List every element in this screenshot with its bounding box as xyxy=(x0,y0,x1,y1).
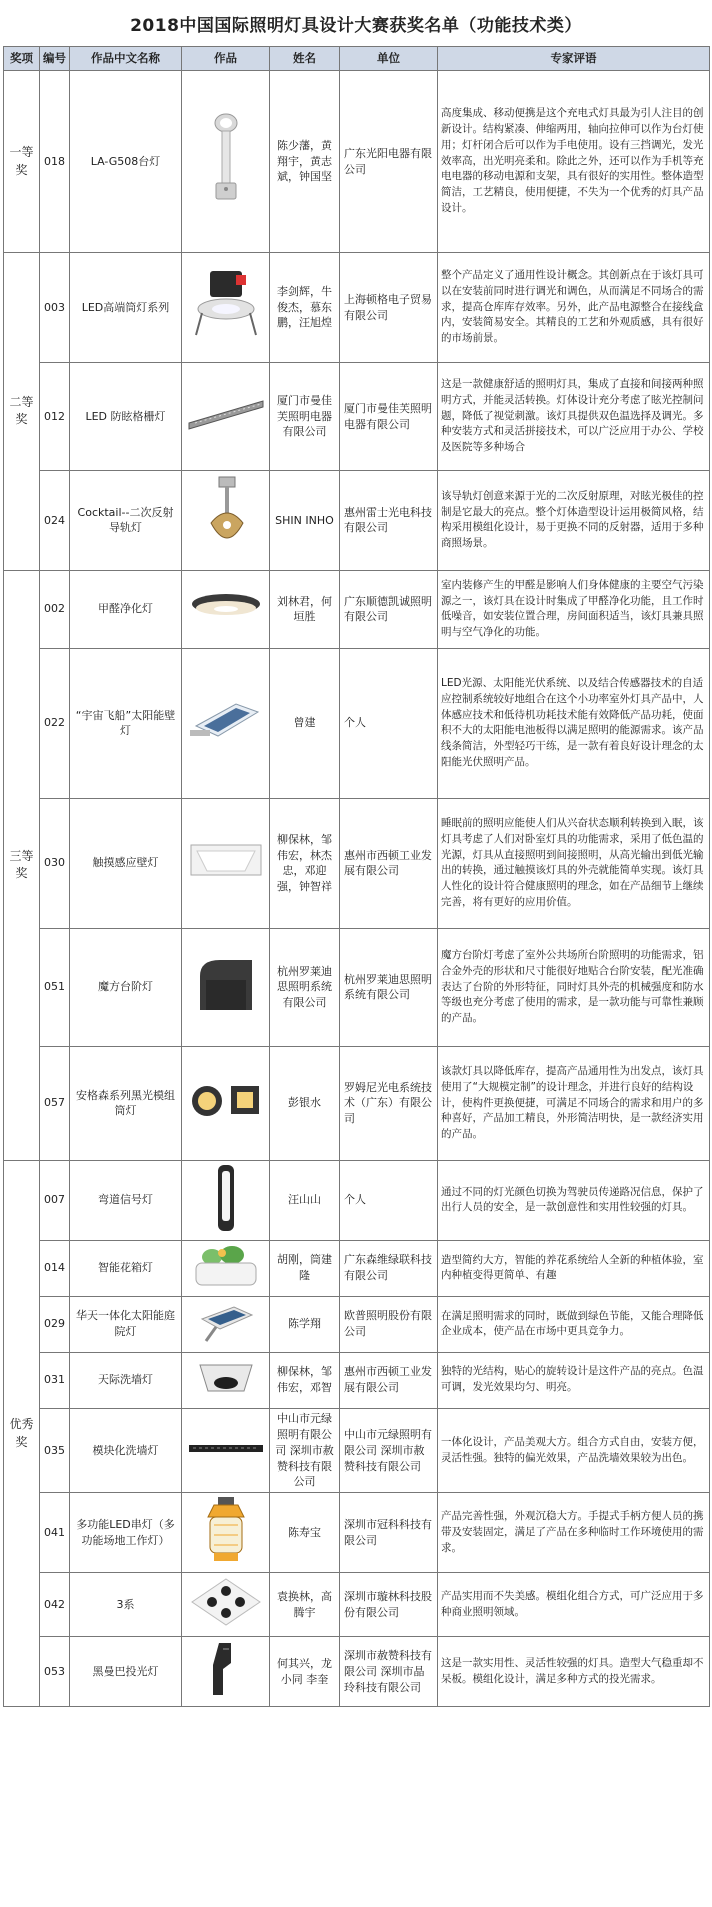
work-image-cell xyxy=(182,253,270,363)
expert-review: 魔方台阶灯考虑了室外公共场所台阶照明的功能需求，铝合金外壳的形状和尺寸能很好地贴合台阶安装，配光准确表达了台阶的外形特征，同时灯具外壳的机械强度和防水等级也充分考虑了使用的需求，是一款功能与可靠性兼顾的产品。 xyxy=(438,928,710,1046)
entry-number: 041 xyxy=(40,1493,70,1573)
designer-name: 曾建 xyxy=(270,648,340,798)
work-name: “宇宙飞船”太阳能壁灯 xyxy=(70,648,182,798)
work-image-cell xyxy=(182,71,270,253)
entry-number: 051 xyxy=(40,928,70,1046)
company-name: 广东顺德凯诚照明有限公司 xyxy=(340,570,438,648)
work-image-cell xyxy=(182,363,270,471)
designer-name: 彭银水 xyxy=(270,1046,340,1160)
work-name: Cocktail--二次反射导轨灯 xyxy=(70,471,182,571)
work-image-cell xyxy=(182,648,270,798)
company-name: 欧普照明股份有限公司 xyxy=(340,1296,438,1352)
entry-number: 002 xyxy=(40,570,70,648)
entry-number: 024 xyxy=(40,471,70,571)
table-row xyxy=(4,1408,710,1493)
company-name: 深圳市璇林科技股份有限公司 xyxy=(340,1573,438,1637)
work-image-cell xyxy=(182,570,270,648)
work-name: 模块化洗墙灯 xyxy=(70,1408,182,1493)
work-name: LED高端筒灯系列 xyxy=(70,253,182,363)
work-image-cell xyxy=(182,1046,270,1160)
module-downlight-icon xyxy=(184,1076,267,1131)
company-name: 个人 xyxy=(340,648,438,798)
table-body xyxy=(4,71,710,1707)
work-image-cell xyxy=(182,1408,270,1493)
work-name: 华天一体化太阳能庭院灯 xyxy=(70,1296,182,1352)
expert-review: 一体化设计，产品美观大方。组合方式自由，安装方便，灵活性强。独特的偏光效果，产品洗墙效果较为出色。 xyxy=(438,1408,710,1493)
expert-review: 高度集成、移动便携是这个充电式灯具最为引人注目的创新设计。结构紧凑、伸缩两用，轴向拉伸可以作为台灯使用；灯杆闭合后可以作为手电使用。设有三挡调光，发光效率高，出光明亮柔和。除此之外，还可以作为手机等充电电器的移动电源和支架，具有很好的实用性。整体造型简洁，工艺精良，使用便捷，不失为一个优秀的灯具产品设计。 xyxy=(438,71,710,253)
expert-review: 产品实用而不失美感。模组化组合方式，可广泛应用于多种商业照明领域。 xyxy=(438,1573,710,1637)
company-name: 惠州市西顿工业发展有限公司 xyxy=(340,798,438,928)
work-name: 安格森系列黑光模组筒灯 xyxy=(70,1046,182,1160)
table-row xyxy=(4,1352,710,1408)
work-image-cell xyxy=(182,471,270,571)
designer-name: 刘林君，何垣胜 xyxy=(270,570,340,648)
entry-number: 031 xyxy=(40,1352,70,1408)
designer-name: 中山市元绿照明有限公司 深圳市赦赞科技有限公司 xyxy=(270,1408,340,1493)
header-number: 编号 xyxy=(40,47,70,71)
table-row xyxy=(4,1160,710,1240)
work-image-cell xyxy=(182,1493,270,1573)
work-name: 黑曼巴投光灯 xyxy=(70,1637,182,1707)
company-name: 广东森维绿联科技有限公司 xyxy=(340,1240,438,1296)
entry-number: 014 xyxy=(40,1240,70,1296)
company-name: 杭州罗莱迪思照明系统有限公司 xyxy=(340,928,438,1046)
entry-number: 018 xyxy=(40,71,70,253)
page-title: 2018中国国际照明灯具设计大赛获奖名单（功能技术类） xyxy=(130,15,582,36)
award-level-cell: 优秀奖 xyxy=(4,1160,40,1706)
downlight-icon xyxy=(184,265,267,350)
company-name: 深圳市冠科科技有限公司 xyxy=(340,1493,438,1573)
work-image-cell xyxy=(182,1352,270,1408)
table-row xyxy=(4,1493,710,1573)
expert-review: 造型简约大方，智能的养花系统给人全新的种植体验，室内种植变得更简单、有趣 xyxy=(438,1240,710,1296)
work-light-icon xyxy=(184,1495,267,1570)
entry-number: 042 xyxy=(40,1573,70,1637)
portable-lamp-icon xyxy=(184,109,267,214)
table-row xyxy=(4,648,710,798)
designer-name: 袁换林，高腾宇 xyxy=(270,1573,340,1637)
work-image-cell xyxy=(182,928,270,1046)
designer-name: 陈少藩，黄翔宇，黄志斌，钟国坚 xyxy=(270,71,340,253)
company-name: 中山市元绿照明有限公司 深圳市赦赞科技有限公司 xyxy=(340,1408,438,1493)
designer-name: 柳保林，邹伟宏，林杰忠，邓迎强，钟智祥 xyxy=(270,798,340,928)
company-name: 广东光阳电器有限公司 xyxy=(340,71,438,253)
designer-name: 胡刚，筒建隆 xyxy=(270,1240,340,1296)
entry-number: 003 xyxy=(40,253,70,363)
ceiling-purifier-icon xyxy=(184,582,267,637)
solar-garden-light-icon xyxy=(184,1299,267,1350)
entry-number: 030 xyxy=(40,798,70,928)
work-name: LA-G508台灯 xyxy=(70,71,182,253)
expert-review: 独特的光结构，贴心的旋转设计是这件产品的亮点。色温可调，发光效果均匀、明亮。 xyxy=(438,1352,710,1408)
table-row xyxy=(4,928,710,1046)
signal-post-icon xyxy=(184,1163,267,1238)
company-name: 惠州市西顿工业发展有限公司 xyxy=(340,1352,438,1408)
designer-name: 陈寿宝 xyxy=(270,1493,340,1573)
header-work: 作品 xyxy=(182,47,270,71)
entry-number: 057 xyxy=(40,1046,70,1160)
work-image-cell xyxy=(182,1240,270,1296)
expert-review: 通过不同的灯光颜色切换为驾驶员传递路况信息，保护了出行人员的安全，是一款创意性和实用性较强的灯具。 xyxy=(438,1160,710,1240)
table-row xyxy=(4,363,710,471)
work-name: 多功能LED串灯（多功能场地工作灯） xyxy=(70,1493,182,1573)
work-image-cell xyxy=(182,1573,270,1637)
expert-review: 睡眠前的照明应能使人们从兴奋状态顺利转换到入眠，该灯具考虑了人们对卧室灯具的功能需求，采用了低色温的光源，灯具从直接照明到间接照明，从高光输出到低光输出的转换，通过触摸该灯具的外壳就能简单实现。该灯具人性化的设计符合健康照明的理念，如在产品细节上继续完善，将有更好的应用价值。 xyxy=(438,798,710,928)
wall-washer-icon xyxy=(184,1355,267,1406)
table-row xyxy=(4,1296,710,1352)
work-name: 魔方台阶灯 xyxy=(70,928,182,1046)
designer-name: 陈学翔 xyxy=(270,1296,340,1352)
designer-name: 杭州罗莱迪思照明系统有限公司 xyxy=(270,928,340,1046)
table-row xyxy=(4,1573,710,1637)
designer-name: 何其兴，龙小同 李奎 xyxy=(270,1637,340,1707)
entry-number: 035 xyxy=(40,1408,70,1493)
expert-review: LED光源、太阳能光伏系统、以及结合传感器技术的自适应控制系统较好地组合在这个小功率室外灯具产品中，人体感应技术和低待机功耗技术能有效降低产品功耗，使面积不大的太阳能电池板得以满足照明的能源需求。该产品线条简洁，外型轻巧干练，是一款有着良好设计理念的太阳能光伏照明产品。 xyxy=(438,648,710,798)
expert-review: 产品完善性强，外观沉稳大方。手提式手柄方便人员的携带及安装固定，满足了产品在多种临时工作环境使用的需求。 xyxy=(438,1493,710,1573)
header-person: 姓名 xyxy=(270,47,340,71)
flood-light-icon xyxy=(184,1639,267,1704)
expert-review: 该款灯具以降低库存，提高产品通用性为出发点，该灯具使用了“大规模定制”的设计理念，并进行良好的结构设计，使构件更换便捷，可满足不同场合的需求和用户的多种喜好，产品加工精良，外形简洁明快，是一款经济实用的产品。 xyxy=(438,1046,710,1160)
expert-review: 室内装修产生的甲醛是影响人们身体健康的主要空气污染源之一，该灯具在设计时集成了甲醛净化功能，且工作时低噪音，如安装位置合理，房间面积适当，该灯具兼具照明与空气净化的功能。 xyxy=(438,570,710,648)
expert-review: 在满足照明需求的同时，既做到绿色节能，又能合理降低企业成本，使产品在市场中更具竞争力。 xyxy=(438,1296,710,1352)
work-name: 甲醛净化灯 xyxy=(70,570,182,648)
company-name: 罗姆尼光电系统技术（广东）有限公司 xyxy=(340,1046,438,1160)
linear-grille-icon xyxy=(184,389,267,444)
header-unit: 单位 xyxy=(340,47,438,71)
expert-review: 整个产品定义了通用性设计概念。其创新点在于该灯具可以在安装前同时进行调光和调色，从而满足不同场合的需求，提高仓库库存效率。另外，此产品电源整合在接线盒内，安装简易安全。其精良的工艺和外观质感，具有很好的市场前景。 xyxy=(438,253,710,363)
designer-name: 厦门市曼佳芙照明电器有限公司 xyxy=(270,363,340,471)
entry-number: 022 xyxy=(40,648,70,798)
wall-light-icon xyxy=(184,831,267,896)
expert-review: 这是一款实用性、灵活性较强的灯具。造型大气稳重却不呆板。模组化设计，满足多种方式的投光需求。 xyxy=(438,1637,710,1707)
step-light-icon xyxy=(184,950,267,1025)
work-image-cell xyxy=(182,798,270,928)
designer-name: 柳保林，邹伟宏，邓智 xyxy=(270,1352,340,1408)
entry-number: 007 xyxy=(40,1160,70,1240)
entry-number: 029 xyxy=(40,1296,70,1352)
table-row xyxy=(4,570,710,648)
award-level-cell: 三等奖 xyxy=(4,570,40,1160)
entry-number: 053 xyxy=(40,1637,70,1707)
work-image-cell xyxy=(182,1160,270,1240)
header-award: 奖项 xyxy=(4,47,40,71)
entry-number: 012 xyxy=(40,363,70,471)
planter-light-icon xyxy=(184,1243,267,1294)
work-name: 智能花箱灯 xyxy=(70,1240,182,1296)
grid-module-icon xyxy=(184,1575,267,1634)
award-level-cell: 二等奖 xyxy=(4,253,40,571)
designer-name: 李剑辉，牛俊杰，慕东鹏，汪旭煌 xyxy=(270,253,340,363)
work-name: 天际洗墙灯 xyxy=(70,1352,182,1408)
table-row xyxy=(4,1637,710,1707)
work-image-cell xyxy=(182,1637,270,1707)
table-row xyxy=(4,253,710,363)
expert-review: 该导轨灯创意来源于光的二次反射原理，对眩光极佳的控制是它最大的亮点。整个灯体造型设计运用极简风格，结构采用模组化设计，易于更换不同的反射器，适用于多种商照场景。 xyxy=(438,471,710,571)
company-name: 惠州雷士光电科技有限公司 xyxy=(340,471,438,571)
track-light-icon xyxy=(184,473,267,568)
designer-name: 汪山山 xyxy=(270,1160,340,1240)
award-level-cell: 一等奖 xyxy=(4,71,40,253)
award-table xyxy=(3,46,710,1707)
work-name: LED 防眩格栅灯 xyxy=(70,363,182,471)
table-header-row xyxy=(4,47,710,71)
header-work-name: 作品中文名称 xyxy=(70,47,182,71)
table-row xyxy=(4,471,710,571)
designer-name: SHIN INHO xyxy=(270,471,340,571)
expert-review: 这是一款健康舒适的照明灯具，集成了直接和间接两种照明方式，并能灵活转换。灯体设计充分考虑了眩光控制问题，降低了视觉刺激。该灯具提供双色温选择及调光。多种安装方式和灵活拼接技术，可以广泛应用于办公、学校及医院等多种场合 xyxy=(438,363,710,471)
work-name: 触摸感应壁灯 xyxy=(70,798,182,928)
table-row xyxy=(4,71,710,253)
table-row xyxy=(4,1046,710,1160)
company-name: 厦门市曼佳芙照明电器有限公司 xyxy=(340,363,438,471)
company-name: 深圳市赦赞科技有限公司 深圳市晶玲科技有限公司 xyxy=(340,1637,438,1707)
company-name: 个人 xyxy=(340,1160,438,1240)
company-name: 上海顿格电子贸易有限公司 xyxy=(340,253,438,363)
solar-wall-light-icon xyxy=(184,686,267,761)
table-row xyxy=(4,1240,710,1296)
work-name: 3系 xyxy=(70,1573,182,1637)
linear-washer-icon xyxy=(184,1433,267,1468)
work-image-cell xyxy=(182,1296,270,1352)
work-name: 弯道信号灯 xyxy=(70,1160,182,1240)
table-row xyxy=(4,798,710,928)
header-review: 专家评语 xyxy=(438,47,710,71)
